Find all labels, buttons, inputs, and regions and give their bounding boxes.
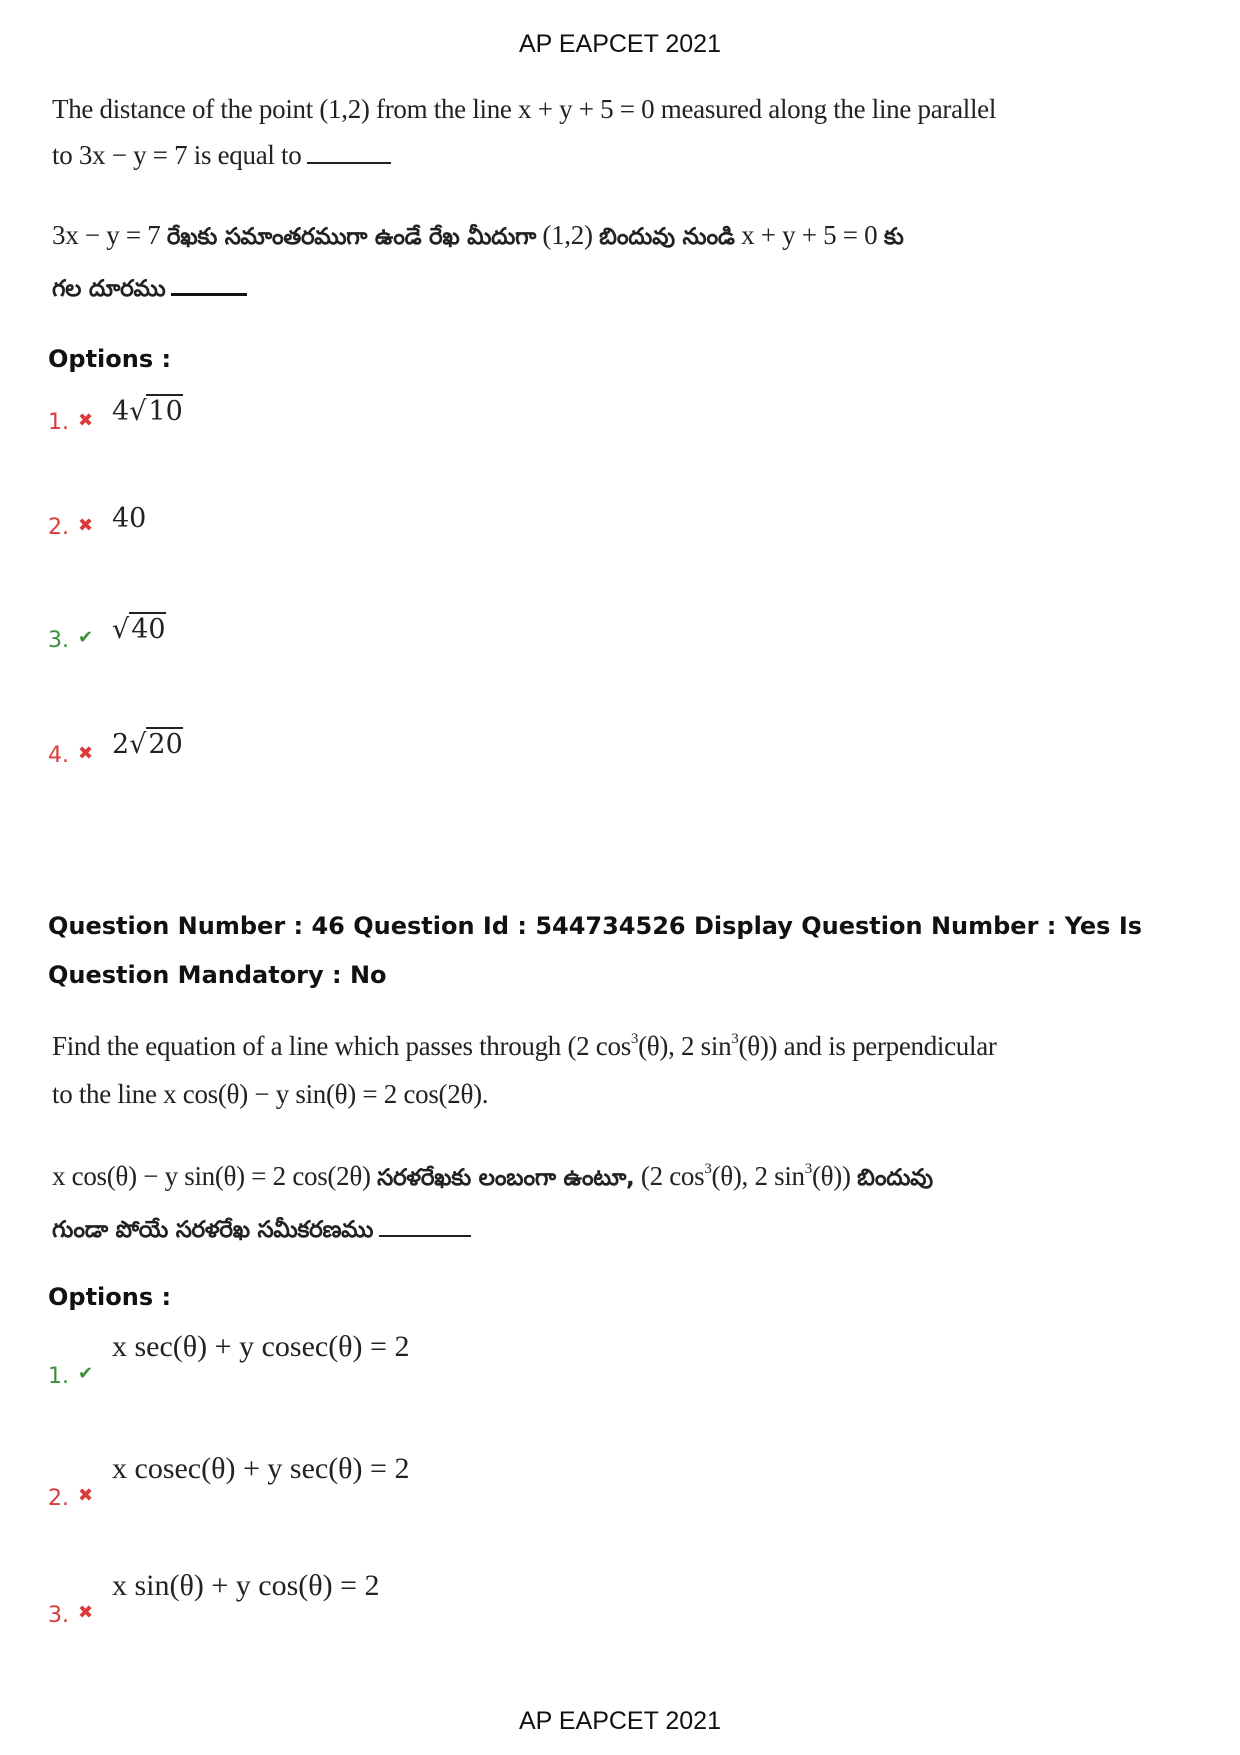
te-expr-2: x + y + 5 = 0 (741, 220, 878, 250)
question-45-te-line-2 (52, 264, 904, 312)
cross-icon: ✖ (78, 1602, 94, 1623)
superscript: 3 (731, 1031, 739, 1047)
option-number: 1. (48, 410, 69, 435)
cross-icon: ✖ (78, 410, 94, 431)
option-coef: 4 (112, 396, 130, 427)
question-46-te-line-2 (52, 1205, 933, 1253)
check-icon: ✔ (78, 1363, 94, 1384)
option-number: 2. (48, 1486, 69, 1511)
te-point: (1,2) (542, 220, 593, 250)
question-46-te-text (52, 1146, 933, 1253)
options-label: Options : (48, 1283, 172, 1311)
cross-icon: ✖ (78, 743, 94, 764)
option-value: 40 (112, 503, 147, 534)
option-number: 3. (48, 628, 69, 653)
q46-en-words-2: and is perpendicular (783, 1031, 997, 1061)
answer-blank (307, 142, 391, 164)
q46-te-words-3: గుండా పోయే సరళరేఖ సమీకరణము (52, 1217, 374, 1243)
te-words-1: రేఖకు సమాంతరముగా ఉండే రేఖ మీదుగా (166, 224, 536, 250)
superscript: 3 (804, 1161, 812, 1177)
q46-te-expr: x cos(θ) − y sin(θ) = 2 cos(2θ) (52, 1161, 371, 1191)
check-icon: ✔ (78, 627, 94, 648)
q46-te-point-a: (2 cos (640, 1161, 705, 1191)
page-footer: AP EAPCET 2021 (519, 1707, 721, 1735)
q46-te-point-c: (θ)) (811, 1161, 851, 1191)
option-value: x cosec(θ) + y sec(θ) = 2 (112, 1452, 410, 1485)
question-46-en-line-1 (52, 1016, 997, 1069)
option-value: 4√10 (112, 396, 183, 427)
option-value: 2√20 (112, 729, 183, 760)
option-value: x sin(θ) + y cos(θ) = 2 (112, 1569, 380, 1602)
option-radicand: 10 (148, 396, 183, 427)
q46-point-b: (θ), 2 sin (638, 1031, 732, 1061)
answer-blank (379, 1215, 471, 1237)
q46-en-words: Find the equation of a line which passes through (52, 1031, 562, 1061)
question-45-en-line-2-text: to 3x − y = 7 is equal to (52, 140, 302, 170)
q46-point-c: (θ)) (738, 1031, 778, 1061)
q46-te-words-1: సరళరేఖకు లంబంగా ఉంటూ, (377, 1165, 635, 1191)
option-coef: 2 (112, 729, 130, 760)
q46-point (567, 1031, 777, 1061)
option-number: 1. (48, 1364, 69, 1389)
option-number: 4. (48, 743, 69, 768)
question-46-text (52, 1016, 997, 1117)
option-radicand: 40 (131, 614, 166, 645)
question-45-te-text (52, 212, 904, 312)
option-number: 3. (48, 1603, 69, 1628)
option-value: x sec(θ) + y cosec(θ) = 2 (112, 1330, 410, 1363)
options-label: Options : (48, 345, 172, 373)
q46-te-point-b: (θ), 2 sin (711, 1161, 805, 1191)
question-45-en-line-2 (52, 132, 996, 178)
question-46-te-line-1 (52, 1146, 933, 1201)
question-45-te-line-1 (52, 212, 904, 260)
superscript: 3 (704, 1161, 712, 1177)
te-words-3: కు (883, 224, 904, 250)
question-46-en-line-2: to the line x cos(θ) − y sin(θ) = 2 cos(2θ). (52, 1079, 489, 1109)
cross-icon: ✖ (78, 1485, 94, 1506)
q46-te-point (641, 1161, 851, 1191)
q46-point-a: (2 cos (567, 1031, 631, 1061)
question-46-meta: Question Number : 46 Question Id : 544734526 Display Question Number : Yes Is Question Mandatory : No (48, 912, 1143, 989)
page-header: AP EAPCET 2021 (519, 30, 721, 58)
q46-te-words-2: బిందువు (857, 1165, 933, 1191)
te-words-2: బిందువు నుండి (599, 224, 735, 250)
cross-icon: ✖ (78, 515, 94, 536)
superscript: 3 (630, 1031, 639, 1047)
question-45-text (52, 86, 996, 178)
question-45-en-line-1: The distance of the point (1,2) from the line x + y + 5 = 0 measured along the line parallel (52, 94, 997, 124)
answer-blank (171, 273, 247, 296)
option-radicand: 20 (148, 729, 183, 760)
te-words-4: గల దూరము (52, 276, 166, 302)
option-number: 2. (48, 515, 69, 540)
option-value: √40 (112, 614, 166, 645)
te-expr-1: 3x − y = 7 (52, 220, 161, 250)
